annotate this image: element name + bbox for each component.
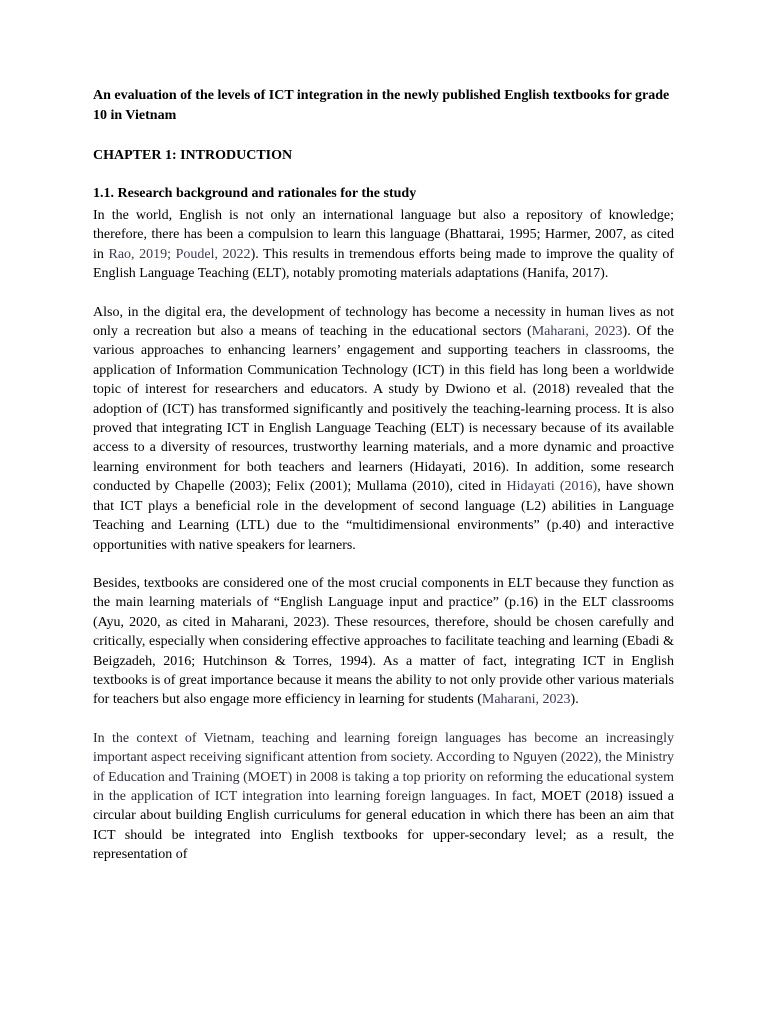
paragraph-3-text-end: ). xyxy=(570,692,579,708)
paragraph-2-text: Also, in the digital era, the development of technology has become a necessity in human lives as not only a recreation but also a means of teaching in the educational sectors ( xyxy=(93,304,674,340)
paragraph-4-text-end: MOET (2018) issued a circular about building English curriculums for general education in which there has been an aim that ICT should be integrated into English textbooks for upper-secondary level; as a result, the representation of xyxy=(93,788,674,863)
paragraph-1 xyxy=(93,206,674,284)
chapter-heading: CHAPTER 1: INTRODUCTION xyxy=(93,148,293,163)
paragraph-3 xyxy=(93,574,674,710)
document-title: An evaluation of the levels of ICT integration in the newly published English textbooks for grade 10 in Vietnam xyxy=(93,88,670,123)
paragraph-2-text-mid: ). Of the various approaches to enhancing learners’ engagement and supporting teachers in classrooms, the application of Information Communication Technology (ICT) in this field has long been a worldwide topic of interest for researchers and educators. A study by Dwiono et al. (2018) revealed that the adoption of (ICT) has transformed significantly and positively the teaching-learning process. It is also proved that integrating ICT in English Language Teaching (ELT) is necessary because of its available access to a diversity of resources, trustworthy learning materials, and a more dynamic and proactive learning environment for both teachers and learners (Hidayati, 2016). In addition, some research conducted by Chapelle (2003); Felix (2001); Mullama (2010), cited in xyxy=(93,324,674,495)
citation-maharani-2: Maharani, 2023 xyxy=(481,692,571,708)
paragraph-4-text: In the context of Vietnam, teaching and learning foreign languages has become an increasingly important aspect receiving significant attention from society. According to Nguyen (2022), the Ministry of Education and Training (MOET) in 2008 is taking a top priority on reforming the educational system in the application of ICT integration into learning foreign languages. In fact, xyxy=(93,730,674,804)
paragraph-1-text-end: ). This results in tremendous efforts being made to improve the quality of English Language Teaching (ELT), notably promoting materials adaptations (Hanifa, 2017). xyxy=(93,246,674,282)
paragraph-4 xyxy=(93,729,674,865)
citation-rao-poudel: Rao, 2019; Poudel, 2022 xyxy=(108,246,251,262)
paragraph-3-text: Besides, textbooks are considered one of the most crucial components in ELT because they function as the main learning materials of “English Language input and practice” (p.16) in the ELT classrooms (Ayu, 2020, as cited in Maharani, 2023). These resources, therefore, should be chosen carefully and critically, especially when considering effective approaches to facilitate teaching and learning (Ebadi & Beigzadeh, 2016; Hutchinson & Torres, 1994). As a matter of fact, integrating ICT in English textbooks is of great importance because it means the ability to not only provide other various materials for teachers but also engage more efficiency in learning for students ( xyxy=(93,575,674,708)
paragraph-2-text-end: , have shown that ICT plays a beneficial role in the development of second language (L2) abilities in Language Teaching and Learning (LTL) due to the “multidimensional environments” (p.40) and interactive opportunities with native speakers for learners. xyxy=(93,479,674,553)
citation-maharani: Maharani, 2023 xyxy=(531,324,623,340)
paragraph-1-text: In the world, English is not only an international language but also a repository of knowledge; therefore, there has been a compulsion to learn this language (Bhattarai, 1995; Harmer, 2007, as cited in xyxy=(93,208,674,262)
document-page xyxy=(93,86,674,865)
section-heading: 1.1. Research background and rationales for the study xyxy=(93,186,417,201)
citation-hidayati: Hidayati (2016) xyxy=(506,479,598,495)
paragraph-2 xyxy=(93,303,674,555)
